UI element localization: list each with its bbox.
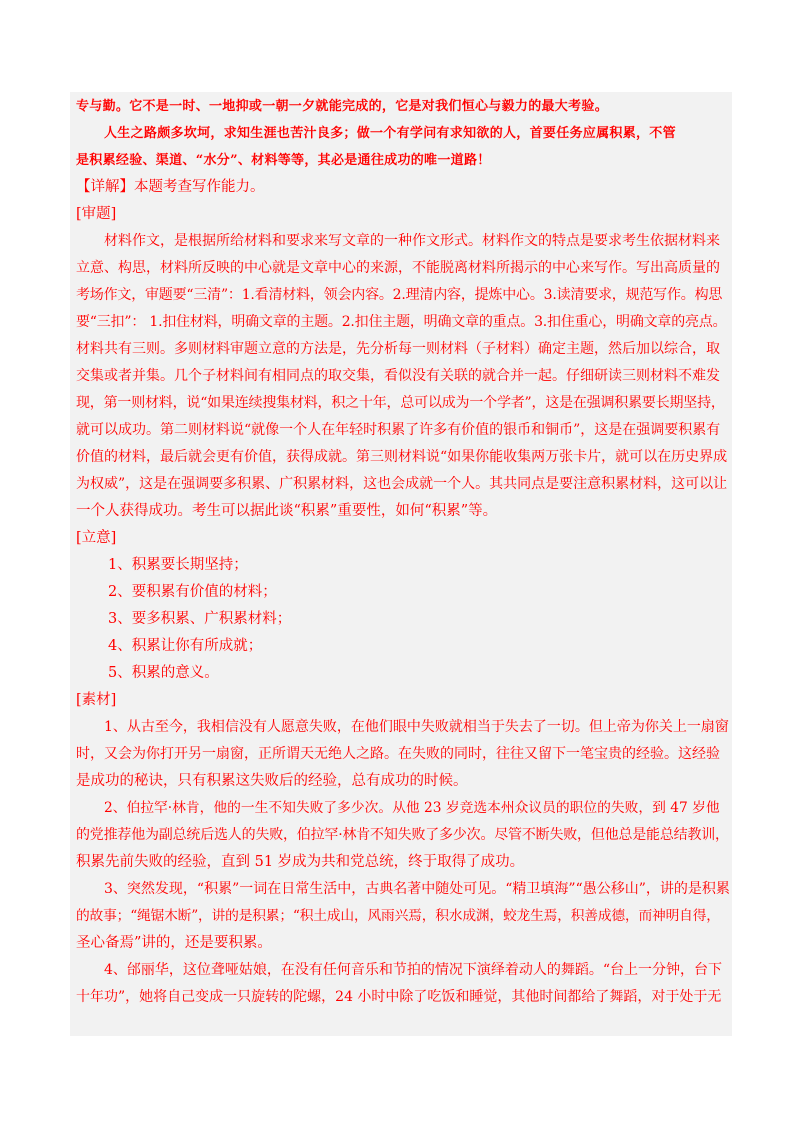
review-line: 价值的材料，最后就会更有价值，获得成就。第三则材料说“如果你能收集两万张卡片，就可以在历史界成 bbox=[76, 449, 728, 465]
review-line: 为权威”，这是在强调要多积累、广积累材料，这也会成就一个人。其共同点是要注意积累材料，这可以让 bbox=[76, 476, 728, 492]
review-heading: [审题] bbox=[76, 206, 117, 222]
materials-heading: [素材] bbox=[76, 692, 117, 708]
materials-line: 的故事；“绳锯木断”，讲的是积累；“积土成山，风雨兴焉，积水成渊，蛟龙生焉，积善成德，而神明自得， bbox=[76, 908, 720, 924]
thesis-heading: [立意] bbox=[76, 530, 117, 546]
thesis-item: 4、积累让你有所成就； bbox=[108, 638, 263, 654]
review-line: 材料共有三则。多则材料审题立意的方法是，先分析每一则材料（子材料）确定主题，然后加以综合，取 bbox=[76, 341, 720, 357]
materials-line: 的党推荐他为副总统后选人的失败，伯拉罕·林肯不知失败了多少次。尽管不断失败，但他总是能总结教训， bbox=[76, 827, 729, 843]
materials-line: 积累先前失败的经验，直到 51 岁成为共和党总统，终于取得了成功。 bbox=[76, 854, 525, 870]
materials-line: 3、突然发现，“积累”一词在日常生活中，古典名著中随处可见。“精卫填海”“愚公移山”，讲的是积累 bbox=[104, 881, 730, 897]
essay-line: 人生之路颇多坎坷，求知生涯也苦汁良多；做一个有学问有求知欲的人，首要任务应属积累，不管 bbox=[104, 126, 676, 141]
thesis-item: 1、积累要长期坚持； bbox=[108, 557, 248, 573]
review-line: 就可以成功。第二则材料说“就像一个人在年轻时积累了许多有价值的银币和铜币”，这是在强调要积累有 bbox=[76, 422, 721, 438]
review-line: 一个人获得成功。考生可以据此谈“积累”重要性，如何“积累”等。 bbox=[76, 503, 498, 519]
materials-line: 圣心备焉”讲的，还是要积累。 bbox=[76, 935, 272, 951]
review-line: 考场作文，审题要“三清”：1.看清材料，领会内容。2.理清内容，提炼中心。3.读清要求，规范写作。构思 bbox=[76, 287, 723, 303]
materials-line: 1、从古至今，我相信没有人愿意失败，在他们眼中失败就相当于失去了一切。但上帝为你关上一扇窗 bbox=[104, 719, 729, 735]
essay-line: 专与勤。它不是一时、一地抑或一朝一夕就能完成的，它是对我们恒心与毅力的最大考验。 bbox=[76, 99, 609, 114]
thesis-item: 5、积累的意义。 bbox=[108, 665, 219, 681]
materials-line: 时，又会为你打开另一扇窗，正所谓天无绝人之路。在失败的同时，往往又留下一笔宝贵的经验。这经验 bbox=[76, 746, 720, 762]
materials-line: 2、伯拉罕·林肯，他的一生不知失败了多少次。从他 23 岁竞选本州众议员的职位的失败，到 47 岁他 bbox=[104, 800, 720, 816]
essay-line: 是积累经验、渠道、“水分”、材料等等，其必是通往成功的唯一道路！ bbox=[76, 153, 491, 168]
detail-heading: 【详解】本题考查写作能力。 bbox=[76, 179, 265, 195]
review-line: 立意、构思，材料所反映的中心就是文章中心的来源，不能脱离材料所揭示的中心来写作。写出高质量的 bbox=[76, 260, 720, 276]
review-line: 要“三扣”： 1.扣住材料，明确文章的主题。2.扣住主题，明确文章的重点。3.扣住重心，明确文章的亮点。 bbox=[76, 314, 727, 330]
materials-line: 十年功”，她将自己变成一只旋转的陀螺，24 小时中除了吃饭和睡觉，其他时间都给了舞蹈，对于处于无 bbox=[76, 989, 722, 1005]
materials-line: 是成功的秘诀，只有积累这失败后的经验，总有成功的时候。 bbox=[76, 773, 468, 789]
review-line: 材料作文，是根据所给材料和要求来写文章的一种作文形式。材料作文的特点是要求考生依据材料来 bbox=[104, 233, 720, 249]
thesis-item: 3、要多积累、广积累材料； bbox=[108, 611, 292, 627]
review-line: 交集或者并集。几个子材料间有相同点的取交集，看似没有关联的就合并一起。仔细研读三则材料不难发 bbox=[76, 368, 720, 384]
thesis-item: 2、要积累有价值的材料； bbox=[108, 584, 277, 600]
review-line: 现，第一则材料，说“如果连续搜集材料，积之十年，总可以成为一个学者”，这是在强调积累要长期坚持， bbox=[76, 395, 725, 411]
document-body bbox=[76, 93, 730, 1011]
materials-line: 4、邰丽华，这位聋哑姑娘，在没有任何音乐和节拍的情况下演绎着动人的舞蹈。“台上一分钟，台下 bbox=[104, 962, 723, 978]
